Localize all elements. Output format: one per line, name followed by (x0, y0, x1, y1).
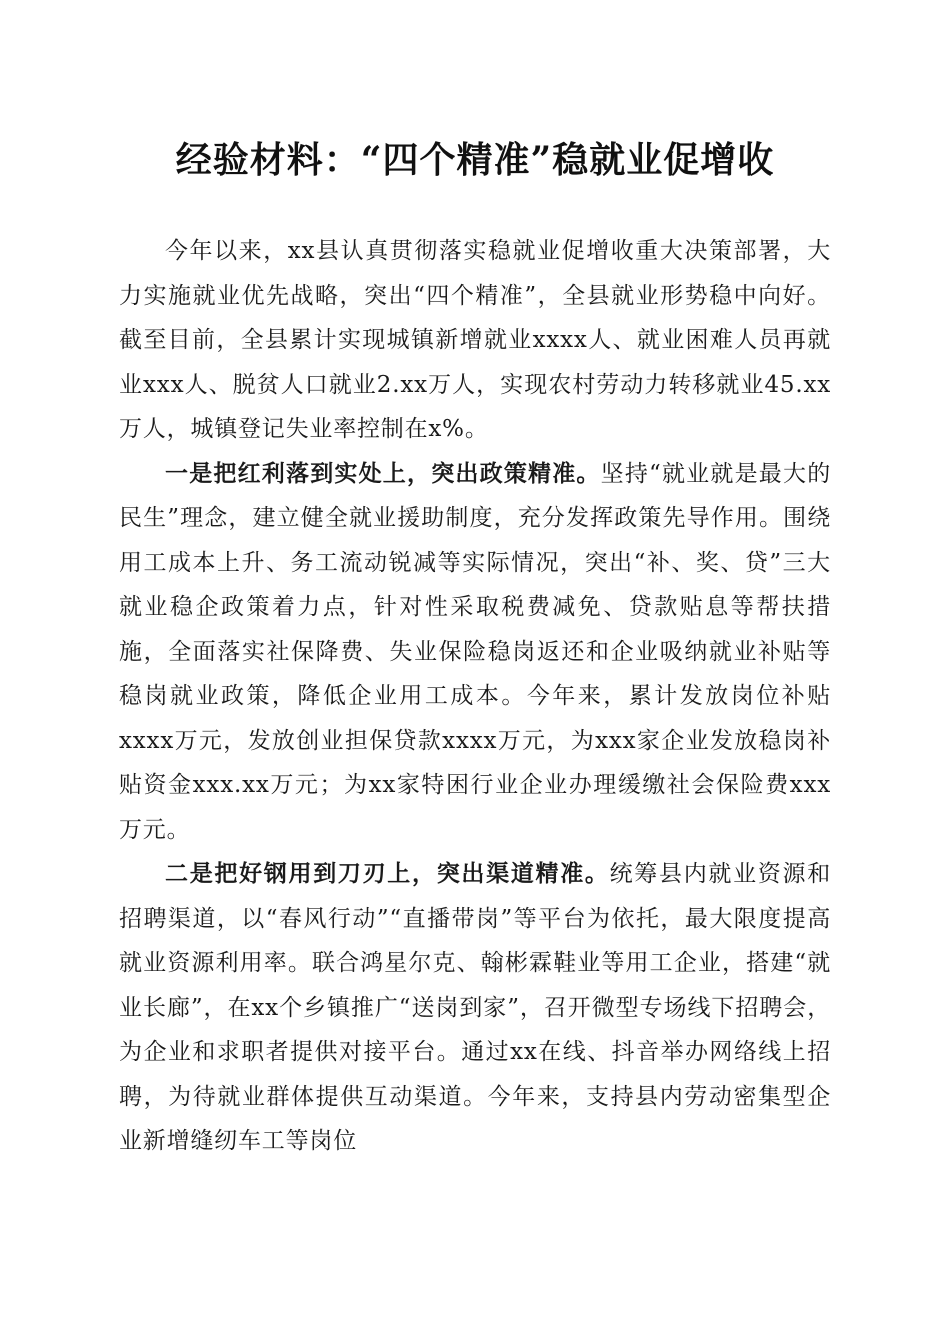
paragraph-intro-text: 今年以来，xx县认真贯彻落实稳就业促增收重大决策部署，大力实施就业优先战略，突出“四个精准”，全县就业形势稳中向好。截至目前，全县累计实现城镇新增就业xxxx人、就业困难人员再就业xxx人、脱贫人口就业2.xx万人，实现农村劳动力转移就业45.xx万人，城镇登记失业率控制在x%。 (119, 238, 831, 442)
paragraph-policy (119, 452, 831, 853)
paragraph-policy-lead: 一是把红利落到实处上，突出政策精准。 (165, 459, 601, 487)
paragraph-channel (119, 852, 831, 1164)
paragraph-channel-text: 统筹县内就业资源和招聘渠道，以“春风行动”“直播带岗”等平台为依托，最大限度提高就业资源利用率。联合鸿星尔克、翰彬霖鞋业等用工企业，搭建“就业长廊”，在xx个乡镇推广“送岗到家”，召开微型专场线下招聘会，为企业和求职者提供对接平台。通过xx在线、抖音举办网络线上招聘，为待就业群体提供互动渠道。今年来，支持县内劳动密集型企业新增缝纫车工等岗位 (119, 861, 831, 1154)
paragraph-channel-lead: 二是把好钢用到刀刃上，突出渠道精准。 (165, 860, 610, 887)
document-title: 经验材料：“四个精准”稳就业促增收 (175, 139, 775, 181)
paragraph-policy-text: 坚持“就业就是最大的民生”理念，建立健全就业援助制度，充分发挥政策先导作用。围绕用工成本上升、务工流动锐减等实际情况，突出“补、奖、贷”三大就业稳企政策着力点，针对性采取税费减免、贷款贴息等帮扶措施，全面落实社保降费、失业保险稳岗返还和企业吸纳就业补贴等稳岗就业政策，降低企业用工成本。今年来，累计发放岗位补贴xxxx万元，发放创业担保贷款xxxx万元，为xxx家企业发放稳岗补贴资金xxx.xx万元；为xx家特困行业企业办理缓缴社会保险费xxx万元。 (119, 460, 831, 843)
paragraph-intro (119, 229, 831, 452)
document-body (119, 229, 831, 1164)
